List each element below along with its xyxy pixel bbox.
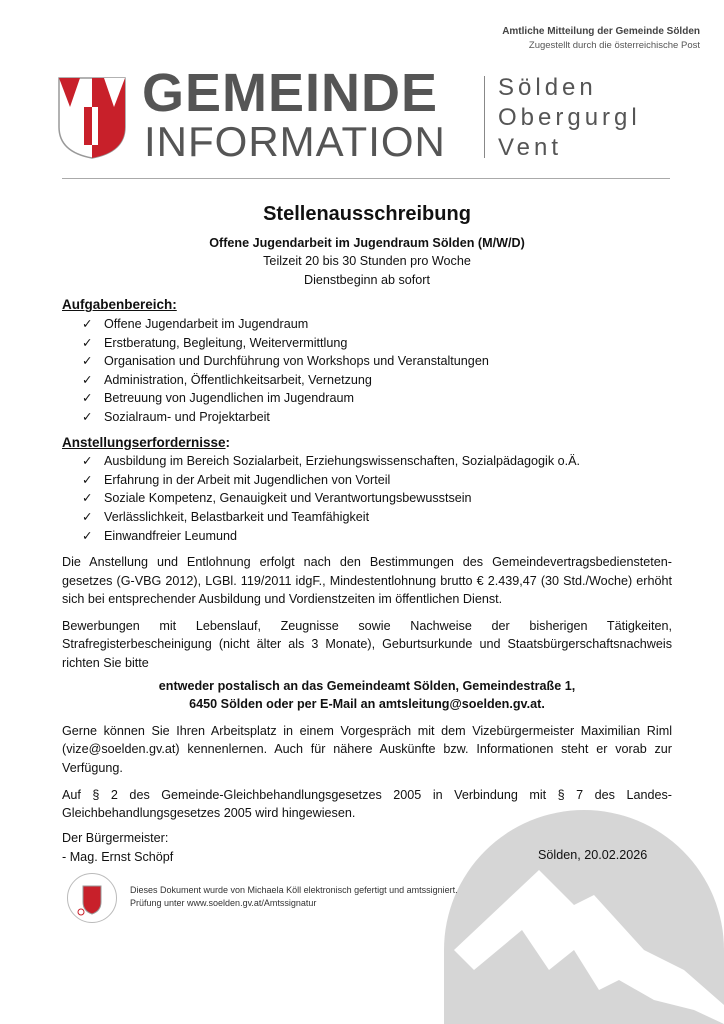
signature-line-2: Prüfung unter www.soelden.gv.at/Amtssignatur [130,898,317,908]
signatory-name: - Mag. Ernst Schöpf [62,849,174,864]
contact-paragraph: Gerne können Sie Ihren Arbeitsplatz in einem Vorgespräch mit dem Vizebürgermeister Maximilian Riml (vize@soelden.gv.at) kennenlernen. Auch für nähere Auskünfte bzw. Informationen steht er vorab zur Verfügung. [62,723,672,776]
list-item: ✓ Organisation und Durchführung von Workshops und Veranstaltungen [82,352,672,371]
mountain-watermark [444,810,724,1024]
heading-colon: : [225,434,231,450]
signatory-title: Der Bürgermeister: [62,831,169,845]
place-soelden: Sölden [498,74,597,101]
requirements-heading-text: Anstellungserfordernisse [62,434,226,450]
list-item: ✓ Betreuung von Jugendlichen im Jugendraum [82,389,672,408]
list-item: ✓ Verlässlichkeit, Belastbarkeit und Teamfähigkeit [82,508,672,527]
position-title: Offene Jugendarbeit im Jugendraum Sölden (M/W/D) [209,235,525,250]
tasks-list [82,315,672,427]
page-title: Stellenausschreibung [263,203,471,225]
list-item: ✓ Erfahrung in der Arbeit mit Jugendlichen von Vorteil [82,471,672,490]
list-item: ✓ Sozialraum- und Projektarbeit [82,408,672,427]
signatory [62,829,173,866]
delivery-note: Zugestellt durch die österreichische Post [528,40,700,51]
place-vent: Vent [498,134,563,161]
hours: Teilzeit 20 bis 30 Stunden pro Woche [263,254,471,269]
logo-information: INFORMATION [144,118,446,165]
law-paragraph: Auf § 2 des Gemeinde-Gleichbehandlungsgesetzes 2005 in Verbindung mit § 7 des Landes-Gleichbehandlungsgesetzes 2005 wird hingewiesen. [62,787,672,821]
electronic-signature-note [130,884,470,910]
list-item: ✓ Erstberatung, Begleitung, Weitervermittlung [82,334,672,353]
header-rule [62,178,670,179]
official-notice: Amtliche Mitteilung der Gemeinde Sölden [502,26,700,37]
requirements-heading [62,434,672,453]
salary-paragraph: Die Anstellung und Entlohnung erfolgt nach den Bestimmungen des Gemeindevertragsbediensteten-gesetzes (G-VBG 2012), LGBl. 119/2011 idgF., Mindestentlohnung brutto € 2.439,47 (30 Std./Woche) erhöht sich bei entsprechender Ausbildung und Vordienstzeiten im öffentlichen Dienst. [62,555,672,607]
tasks-heading: Aufgabenbereich: [62,297,177,313]
list-item: ✓ Offene Jugendarbeit im Jugendraum [82,315,672,334]
logo-divider [484,76,485,158]
mountain-icon [444,810,724,1024]
coat-of-arms-logo [58,77,126,159]
list-item: ✓ Administration, Öffentlichkeitsarbeit, Vernetzung [82,371,672,390]
address-line-1: entweder postalisch an das Gemeindeamt Sölden, Gemeindestraße 1, [158,678,576,693]
place-obergurgl: Obergurgl [498,104,641,131]
start-date: Dienstbeginn ab sofort [303,272,431,287]
requirements-list [82,452,672,545]
signature-line-1: Dieses Dokument wurde von Michaela Köll elektronisch gefertigt und amtssigniert. [130,885,458,895]
date: Sölden, 20.02.2026 [538,848,648,862]
official-seal-icon [67,873,117,923]
address-line-2: 6450 Sölden oder per E-Mail an amtsleitung@soelden.gv.at. [189,697,545,712]
list-item: ✓ Soziale Kompetenz, Genauigkeit und Verantwortungsbewusstsein [82,489,672,508]
job-posting [62,205,672,823]
application-paragraph: Bewerbungen mit Lebenslauf, Zeugnisse sowie Nachweise der bisherigen Tätigkeiten, Strafregisterbescheinigung (nicht älter als 3 Monate), Geburtsurkunde und Staatsbürgerschaftsnachweis richten Sie bitte [62,618,672,671]
list-item: ✓ Einwandfreier Leumund [82,527,672,546]
logo-gemeinde: GEMEINDE [142,63,439,123]
list-item: ✓ Ausbildung im Bereich Sozialarbeit, Erziehungswissenschaften, Sozialpädagogik o.Ä. [82,452,672,471]
